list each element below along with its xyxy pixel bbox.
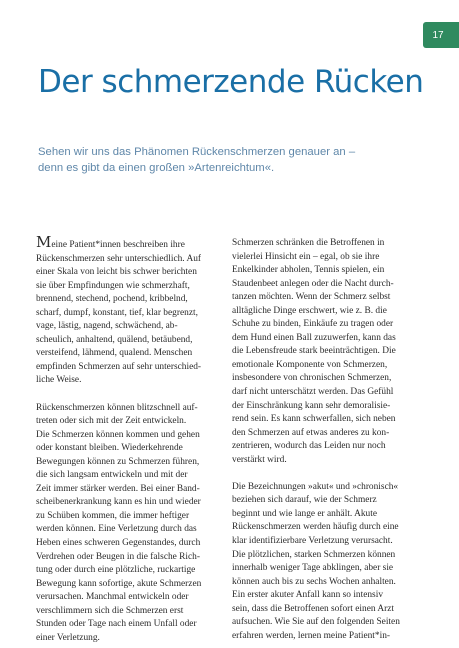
- text-line: scheulich, anhaltend, quälend, betäubend,: [36, 334, 193, 345]
- text-line: scharf, dumpf, konstant, tief, klar begrenzt,: [36, 307, 198, 318]
- left-paragraph-1: [36, 253, 222, 388]
- text-line: die sich langsam entwickeln und mit der: [36, 470, 188, 481]
- right-column: [232, 237, 424, 643]
- text-line: werden können. Eine Verletzung durch das: [36, 524, 197, 535]
- text-line: sie über Empfindungen wie schmerzhaft,: [36, 280, 190, 291]
- page-number: 17: [432, 29, 444, 41]
- text-line: scheibenerkrankung kann es hin und wieder: [36, 497, 201, 508]
- right-paragraph-1: [232, 237, 424, 467]
- text-line: einer Skala von leicht bis schwer berichten: [36, 267, 197, 278]
- text-line: den Schmerzen auf etwas anderes zu kon-: [232, 427, 390, 438]
- page-title: Der schmerzende Rücken: [38, 64, 424, 100]
- text-line: Stunden oder Tage nach einem Unfall oder: [36, 619, 197, 630]
- text-line: treten oder sich mit der Zeit entwickeln.: [36, 416, 187, 427]
- text-line: rend sein. Es kann schwerfallen, sich neben: [232, 414, 396, 425]
- text-line: darf nicht unterschätzt werden. Das Gefühl: [232, 387, 394, 398]
- text-line: verursachen. Manchmal entwickeln oder: [36, 592, 189, 603]
- text-line: Staudenbeet anlegen oder die Nacht durch-: [232, 278, 394, 289]
- text-line: zu Schüben kommen, die immer heftiger: [36, 510, 190, 521]
- text-line: einer Verletzung.: [36, 632, 100, 643]
- text-line: Die Bezeichnungen »akut« und »chronisch«: [232, 481, 399, 492]
- left-paragraph-2: [36, 402, 222, 646]
- first-line: [36, 233, 222, 253]
- text-line: Schuhe zu binden, Einkäufe zu tragen oder: [232, 319, 394, 330]
- text-line: innerhalb weniger Tage abklingen, aber sie: [232, 563, 394, 574]
- text-line: erfahren werden, lernen meine Patient*in-: [232, 630, 391, 641]
- text-line: aufsuchen. Wie Sie auf den folgenden Seiten: [232, 617, 400, 628]
- drop-cap: M: [36, 233, 52, 251]
- text-line: tanzen möchten. Wenn der Schmerz selbst: [232, 292, 391, 303]
- text-line: tung oder durch eine plötzliche, ruckartige: [36, 565, 196, 576]
- text-line: brennend, stechend, pochend, kribbelnd,: [36, 294, 188, 305]
- text-line: insbesondere von chronischen Schmerzen,: [232, 373, 392, 384]
- text-line: Bewegung kann sofortige, akute Schmerzen: [36, 578, 202, 589]
- text-line: Zeit immer stärker werden. Bei einer Band-: [36, 483, 200, 494]
- right-paragraph-2: [232, 481, 424, 644]
- text-line: Bewegungen können zu Schmerzen führen,: [36, 456, 200, 467]
- text-line: Die Schmerzen können kommen und gehen: [36, 429, 200, 440]
- intro-line: Sehen wir uns das Phänomen Rückenschmerzen genauer an –: [38, 146, 356, 158]
- text-line: emotionale Komponente von Schmerzen,: [232, 359, 388, 370]
- intro-text: [38, 144, 418, 176]
- text-line: klar identifizierbare Verletzung verursacht.: [232, 536, 393, 547]
- text-line: Heben eines schweren Gegenstandes, durch: [36, 538, 201, 549]
- text-line: liche Weise.: [36, 375, 82, 386]
- text-line: alltägliche Dinge erschwert, wie z. B. die: [232, 305, 387, 316]
- text-line: dem Hund einen Ball zuzuwerfen, kann das: [232, 332, 396, 343]
- text-line: die Lebensfreude stark beeinträchtigen. Die: [232, 346, 396, 357]
- text-line: der Einschränkung kann sehr demoralisie-: [232, 400, 391, 411]
- text-line: Enkelkinder abholen, Tennis spielen, ein: [232, 265, 385, 276]
- first-line-text: eine Patient*innen beschreiben ihre: [51, 240, 185, 250]
- text-line: verschlimmern sich die Schmerzen erst: [36, 605, 184, 616]
- intro-line: denn es gibt da einen großen »Artenreichtum«.: [38, 162, 275, 174]
- text-line: Rückenschmerzen werden häufig durch eine: [232, 522, 399, 533]
- text-line: beginnt und wie lange er anhält. Akute: [232, 508, 378, 519]
- text-line: Verdrehen oder Beugen in die falsche Rich-: [36, 551, 200, 562]
- text-line: Schmerzen schränken die Betroffenen in: [232, 238, 385, 248]
- text-line: vielerlei Hinsicht ein – egal, ob sie ihre: [232, 251, 380, 262]
- text-line: Rückenschmerzen können blitzschnell auf-: [36, 402, 198, 413]
- text-line: Ein erster akuter Anfall kann so intensiv: [232, 590, 384, 601]
- text-line: sein, dass die Betroffenen sofort einen Arzt: [232, 603, 395, 614]
- text-line: vage, lästig, nagend, schwächend, ab-: [36, 321, 178, 332]
- text-line: oder konstant bleiben. Wiederkehrende: [36, 443, 183, 454]
- page-number-tab: [423, 22, 459, 48]
- text-line: beziehen sich darauf, wie der Schmerz: [232, 495, 377, 506]
- text-line: Die plötzlichen, starken Schmerzen können: [232, 549, 396, 560]
- text-line: können auch bis zu sechs Wochen anhalten.: [232, 576, 396, 587]
- left-column: [36, 233, 222, 645]
- text-line: verstärkt wird.: [232, 454, 287, 465]
- text-line: zentrieren, wodurch das Leiden nur noch: [232, 441, 386, 452]
- text-line: empfinden Schmerzen auf sehr unterschied-: [36, 361, 202, 372]
- text-line: versteifend, lähmend, qualend. Menschen: [36, 348, 193, 359]
- text-line: Rückenschmerzen sehr unterschiedlich. Auf: [36, 253, 202, 264]
